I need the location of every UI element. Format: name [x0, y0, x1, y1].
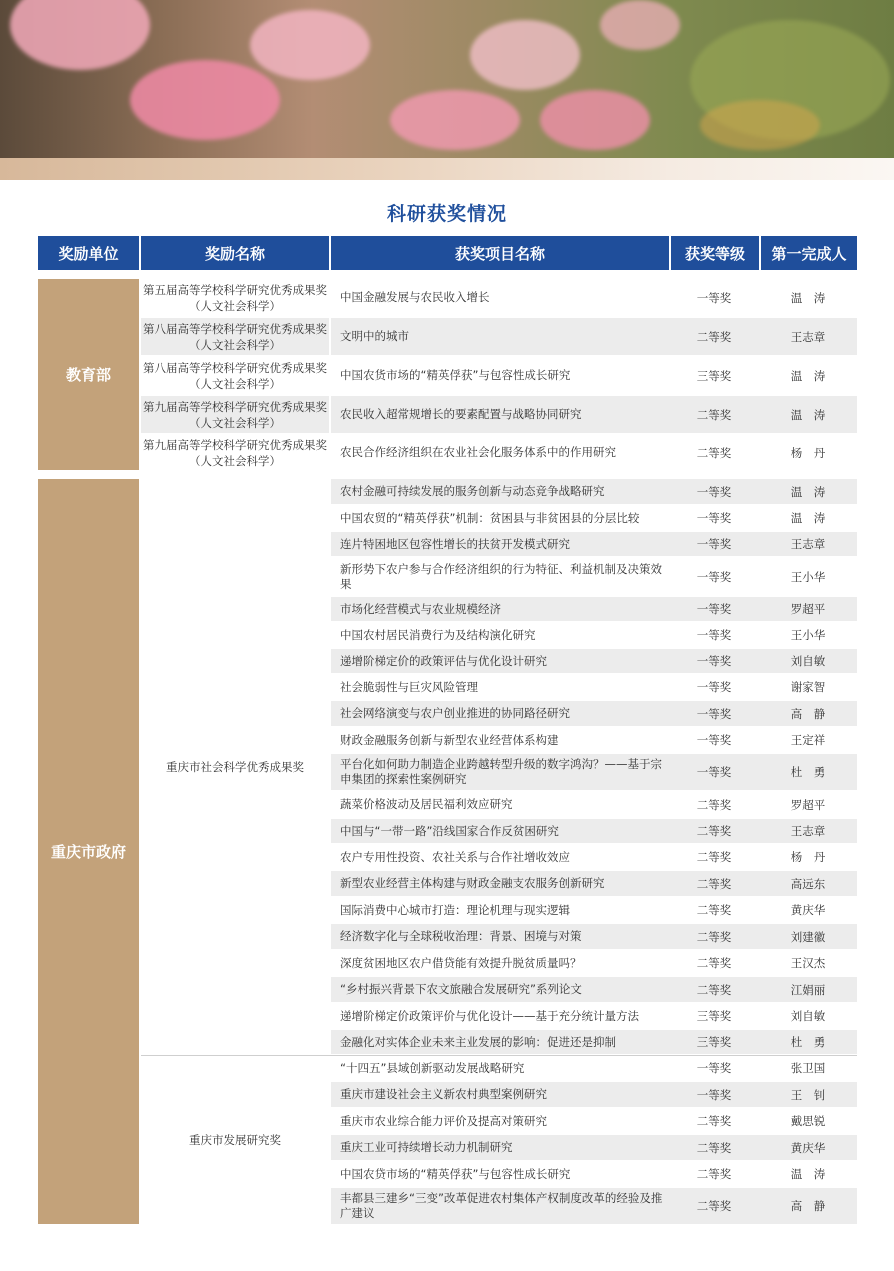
first-author: 温 涛 [790, 407, 826, 422]
first-author: 温 涛 [790, 484, 826, 499]
table-row [331, 1056, 857, 1080]
award-level: 二等奖 [696, 329, 732, 344]
award-level: 二等奖 [696, 982, 732, 997]
table-row [331, 754, 857, 790]
award-level: 二等奖 [696, 903, 732, 917]
first-author: 王志章 [790, 537, 826, 551]
project-name: 经济数字化与全球税收治理：背景、困境与对策 [340, 929, 582, 943]
page-title: 科研获奖情况 [386, 203, 507, 225]
first-author: 刘建徽 [790, 929, 826, 944]
project-name: 农户专用性投资、农社关系与合作社增收效应 [340, 849, 570, 864]
first-author: 温 涛 [790, 1167, 826, 1181]
project-name: 文明中的城市 [340, 329, 409, 343]
award-name-cell: 重庆市社会科学优秀成果奖 [141, 479, 329, 1054]
first-author: 王小华 [790, 569, 826, 584]
header-award-name: 奖励名称 [141, 236, 329, 270]
award-level: 一等奖 [696, 569, 732, 584]
banner-band [0, 158, 894, 180]
table-row [331, 1004, 857, 1028]
project-name: 中国金融发展与农民收入增长 [340, 290, 490, 304]
award-level: 一等奖 [696, 680, 732, 694]
first-author: 江娟丽 [790, 982, 826, 997]
project-name: 连片特困地区包容性增长的扶贫开发模式研究 [340, 536, 570, 551]
award-level: 二等奖 [696, 797, 732, 812]
award-level: 三等奖 [696, 368, 732, 383]
project-name: “十四五”县域创新驱动发展战略研究 [340, 1060, 525, 1075]
award-level: 一等奖 [696, 511, 732, 525]
first-author: 王志章 [790, 329, 826, 344]
table-row [331, 701, 857, 726]
project-name: 农民收入超常规增长的要素配置与战略协同研究 [340, 407, 582, 421]
table-row [331, 898, 857, 922]
award-level: 一等奖 [696, 290, 732, 305]
first-author: 高 静 [790, 1199, 826, 1213]
project-name: 递增阶梯定价政策评价与优化设计——基于充分统计量方法 [340, 1008, 639, 1023]
first-author: 黄庆华 [790, 1140, 826, 1155]
project-name: 重庆市农业综合能力评价及提高对策研究 [340, 1113, 547, 1128]
first-author: 温 涛 [790, 511, 826, 525]
project-name: 社会网络演变与农户创业推进的协同路径研究 [340, 706, 570, 720]
table-row [331, 1082, 857, 1107]
award-level: 一等奖 [696, 1087, 732, 1102]
table-row [331, 792, 857, 817]
table-row [331, 1188, 857, 1224]
award-level: 一等奖 [696, 628, 732, 642]
project-name: 丰都县三建乡“三变”改革促进农村集体产权制度改革的经验及推广建议 [340, 1191, 663, 1220]
award-name-cell: 第九届高等学校科学研究优秀成果奖（人文社会科学） [141, 435, 329, 470]
table-row [331, 951, 857, 975]
award-name-cell: 重庆市发展研究奖 [141, 1056, 329, 1224]
table-row [331, 506, 857, 530]
project-name: 中国农村居民消费行为及结构演化研究 [340, 627, 536, 642]
award-level: 一等奖 [696, 1061, 732, 1075]
table-row [331, 597, 857, 621]
banner-image [0, 0, 894, 158]
table-row [331, 435, 857, 470]
header-person: 第一完成人 [761, 236, 857, 270]
first-author: 杜 勇 [790, 1035, 826, 1049]
project-name: 中国农货市场的“精英俘获”与包容性成长研究 [340, 368, 571, 382]
award-level: 一等奖 [696, 484, 732, 499]
award-level: 二等奖 [696, 956, 732, 970]
table-row [331, 357, 857, 394]
award-level: 一等奖 [696, 654, 732, 668]
header-project: 获奖项目名称 [331, 236, 669, 270]
first-author: 王定祥 [790, 733, 826, 747]
project-name: 金融化对实体企业未来主业发展的影响：促进还是抑制 [340, 1034, 616, 1049]
project-name: 重庆市建设社会主义新农村典型案例研究 [340, 1087, 547, 1101]
first-author: 杨 丹 [790, 445, 826, 460]
first-author: 谢家智 [790, 680, 826, 694]
project-name: 中国农贷市场的“精英俘获”与包容性成长研究 [340, 1166, 571, 1181]
award-level: 二等奖 [696, 445, 732, 460]
project-name: 社会脆弱性与巨灾风险管理 [340, 679, 478, 694]
award-name-cell: 第八届高等学校科学研究优秀成果奖（人文社会科学） [141, 318, 329, 355]
first-author: 高 静 [790, 706, 826, 721]
award-level: 二等奖 [696, 929, 732, 944]
table-row [331, 318, 857, 355]
table-row [331, 924, 857, 949]
table-row [331, 819, 857, 843]
award-level: 三等奖 [696, 1009, 732, 1023]
first-author: 高远东 [790, 876, 826, 891]
project-name: 蔬菜价格波动及居民福利效应研究 [340, 797, 513, 811]
award-level: 一等奖 [696, 537, 732, 551]
project-name: 中国与“一带一路”沿线国家合作反贫困研究 [340, 823, 559, 838]
header-level: 获奖等级 [671, 236, 759, 270]
table-row [331, 728, 857, 752]
project-name: 深度贫困地区农户借贷能有效提升脱贫质量吗？ [340, 955, 582, 970]
table-row [331, 649, 857, 673]
first-author: 温 涛 [790, 368, 826, 383]
project-name: 市场化经营模式与农业规模经济 [340, 601, 501, 616]
first-author: 王 钊 [790, 1087, 826, 1102]
award-level: 一等奖 [696, 602, 732, 616]
table-row [331, 845, 857, 869]
first-author: 王汉杰 [790, 956, 826, 970]
project-name: 重庆工业可持续增长动力机制研究 [340, 1140, 513, 1154]
first-author: 罗超平 [790, 602, 826, 616]
project-name: 财政金融服务创新与新型农业经营体系构建 [340, 732, 559, 747]
table-row [331, 279, 857, 316]
table-row [331, 532, 857, 556]
award-level: 一等奖 [696, 706, 732, 721]
award-level: 三等奖 [696, 1035, 732, 1049]
award-level: 二等奖 [696, 1140, 732, 1155]
project-name: 中国农贸的“精英俘获”机制：贫困县与非贫困县的分层比较 [340, 510, 640, 525]
table-row [331, 396, 857, 433]
award-name-cell: 第五届高等学校科学研究优秀成果奖（人文社会科学） [141, 279, 329, 316]
first-author: 王小华 [790, 628, 826, 642]
table-row [331, 675, 857, 699]
project-name: “乡村振兴背景下农文旅融合发展研究”系列论文 [340, 982, 582, 996]
table-row [331, 977, 857, 1002]
award-level: 二等奖 [696, 876, 732, 891]
unit-cell-chongqing: 重庆市政府 [38, 479, 139, 1224]
table-row [331, 1030, 857, 1054]
award-level: 一等奖 [696, 765, 732, 779]
first-author: 王志章 [790, 824, 826, 838]
award-name-cell: 第九届高等学校科学研究优秀成果奖（人文社会科学） [141, 396, 329, 433]
award-name-cell: 第八届高等学校科学研究优秀成果奖（人文社会科学） [141, 357, 329, 394]
first-author: 戴思锐 [790, 1114, 826, 1128]
table-row [331, 479, 857, 504]
project-name: 新型农业经营主体构建与财政金融支农服务创新研究 [340, 876, 605, 890]
award-level: 二等奖 [696, 1114, 732, 1128]
first-author: 温 涛 [790, 290, 826, 305]
award-level: 二等奖 [696, 850, 732, 864]
project-name: 新形势下农户参与合作经济组织的行为特征、利益机制及决策效果 [340, 561, 662, 591]
table-row [331, 558, 857, 595]
first-author: 杨 丹 [790, 850, 826, 864]
award-level: 二等奖 [696, 407, 732, 422]
project-name: 农村金融可持续发展的服务创新与动态竞争战略研究 [340, 484, 605, 498]
first-author: 黄庆华 [790, 903, 826, 917]
first-author: 杜 勇 [790, 765, 826, 779]
project-name: 递增阶梯定价的政策评估与优化设计研究 [340, 653, 547, 668]
award-level: 二等奖 [696, 1199, 732, 1213]
project-name: 农民合作经济组织在农业社会化服务体系中的作用研究 [340, 445, 616, 459]
first-author: 罗超平 [790, 797, 826, 812]
project-name: 国际消费中心城市打造：理论机理与现实逻辑 [340, 902, 570, 917]
unit-cell-moe: 教育部 [38, 279, 139, 470]
table-row [331, 1109, 857, 1133]
table-row [331, 1162, 857, 1186]
first-author: 刘自敏 [790, 1009, 826, 1023]
table-row [331, 623, 857, 647]
table-row [331, 1135, 857, 1160]
project-name: 平台化如何助力制造企业跨越转型升级的数字鸿沟？——基于宗申集团的探索性案例研究 [340, 757, 662, 786]
award-level: 一等奖 [696, 733, 732, 747]
header-unit: 奖励单位 [38, 236, 139, 270]
first-author: 张卫国 [790, 1061, 826, 1075]
table-row [331, 871, 857, 896]
first-author: 刘自敏 [790, 654, 826, 668]
award-level: 二等奖 [696, 1167, 732, 1181]
award-level: 二等奖 [696, 824, 732, 838]
